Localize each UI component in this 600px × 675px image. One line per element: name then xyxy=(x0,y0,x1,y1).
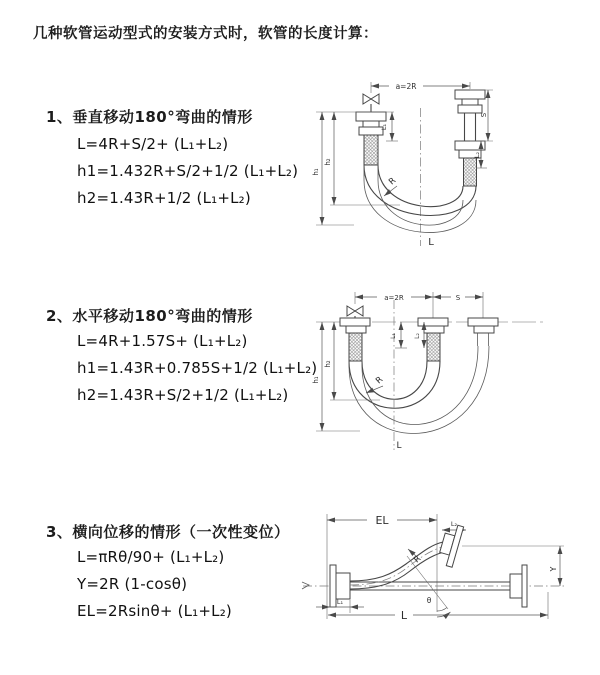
section-1-formula-h2: h2=1.43R+1/2 (L₁+L₂) xyxy=(77,189,251,207)
dim-label-l2: L₂ xyxy=(450,520,458,528)
section-2-formula-l: L=4R+1.57S+ (L₁+L₂) xyxy=(77,332,248,350)
dim-label-a2r: a=2R xyxy=(384,294,404,302)
dim-label-h2: h₂ xyxy=(324,360,332,368)
section-3-formula-el: EL=2Rsinθ+ (L₁+L₂) xyxy=(77,602,232,620)
section-2-heading: 2、水平移动180°弯曲的情形 xyxy=(46,307,253,325)
left-hose-fitting xyxy=(356,112,386,165)
dim-label-l1: L₁ xyxy=(380,123,388,131)
valve-icon xyxy=(347,306,363,318)
angle-arc xyxy=(437,608,447,612)
section-2-formula-h2: h2=1.43R+S/2+1/2 (L₁+L₂) xyxy=(77,386,289,404)
radius-label: R xyxy=(412,553,424,566)
dim-label-y: Y xyxy=(549,566,558,572)
braided-sleeve xyxy=(364,135,378,165)
braided-sleeve xyxy=(464,158,477,186)
page-title: 几种软管运动型式的安装方式时，软管的长度计算： xyxy=(33,26,378,42)
diagram-vertical-180-bend xyxy=(300,66,570,256)
dim-label-l1: L₁ xyxy=(390,333,397,339)
middle-hose-fitting xyxy=(418,318,448,361)
dim-label-h2: h₂ xyxy=(324,158,332,166)
section-3-formula-y: Y=2R (1-cosθ) xyxy=(77,575,188,593)
dim-label-l: L xyxy=(400,609,408,622)
right-flange xyxy=(510,565,527,607)
dim-label-el: EL xyxy=(375,514,389,527)
dim-label-l1: L₁ xyxy=(336,598,344,606)
dim-label-s: S xyxy=(455,294,461,302)
dim-label-h1: h₁ xyxy=(312,376,320,384)
section-1-formula-h1: h1=1.432R+S/2+1/2 (L₁+L₂) xyxy=(77,162,299,180)
valve-icon xyxy=(363,94,379,112)
length-label: L xyxy=(428,237,434,248)
radius-label: R xyxy=(374,374,386,387)
dim-label-h1: h₁ xyxy=(312,168,320,176)
section-2-formula-h1: h1=1.43R+0.785S+1/2 (L₁+L₂) xyxy=(77,359,318,377)
braided-sleeve xyxy=(349,333,362,361)
displaced-hose-fitting xyxy=(468,318,498,346)
dim-label-l2: L₂ xyxy=(473,151,481,159)
dim-label-l2: L₂ xyxy=(414,333,421,339)
radius-leader xyxy=(408,549,416,556)
centerline-break-icon xyxy=(302,582,309,589)
left-hose-fitting xyxy=(340,318,370,361)
u-bend-hose xyxy=(364,165,476,232)
section-3-heading: 3、横向位移的情形（一次性变位） xyxy=(46,523,290,541)
dim-label-a2r: a=2R xyxy=(395,82,417,91)
section-1-heading: 1、垂直移动180°弯曲的情形 xyxy=(46,108,253,126)
length-label: L xyxy=(396,441,402,451)
u-bend-hose xyxy=(349,346,489,433)
diagram-lateral-displacement xyxy=(295,500,575,665)
diagram-horizontal-180-bend xyxy=(300,283,570,463)
angle-arc-arrow xyxy=(437,612,451,617)
braided-sleeve xyxy=(427,333,440,361)
tilted-flange xyxy=(437,523,464,568)
section-1-formula-l: L=4R+S/2+ (L₁+L₂) xyxy=(77,135,229,153)
angle-label: θ xyxy=(426,596,432,605)
section-3-formula-l: L=πRθ/90+ (L₁+L₂) xyxy=(77,548,225,566)
dim-label-s: S xyxy=(480,112,488,118)
right-hose-fitting xyxy=(455,90,485,186)
radius-label: R xyxy=(387,175,399,188)
